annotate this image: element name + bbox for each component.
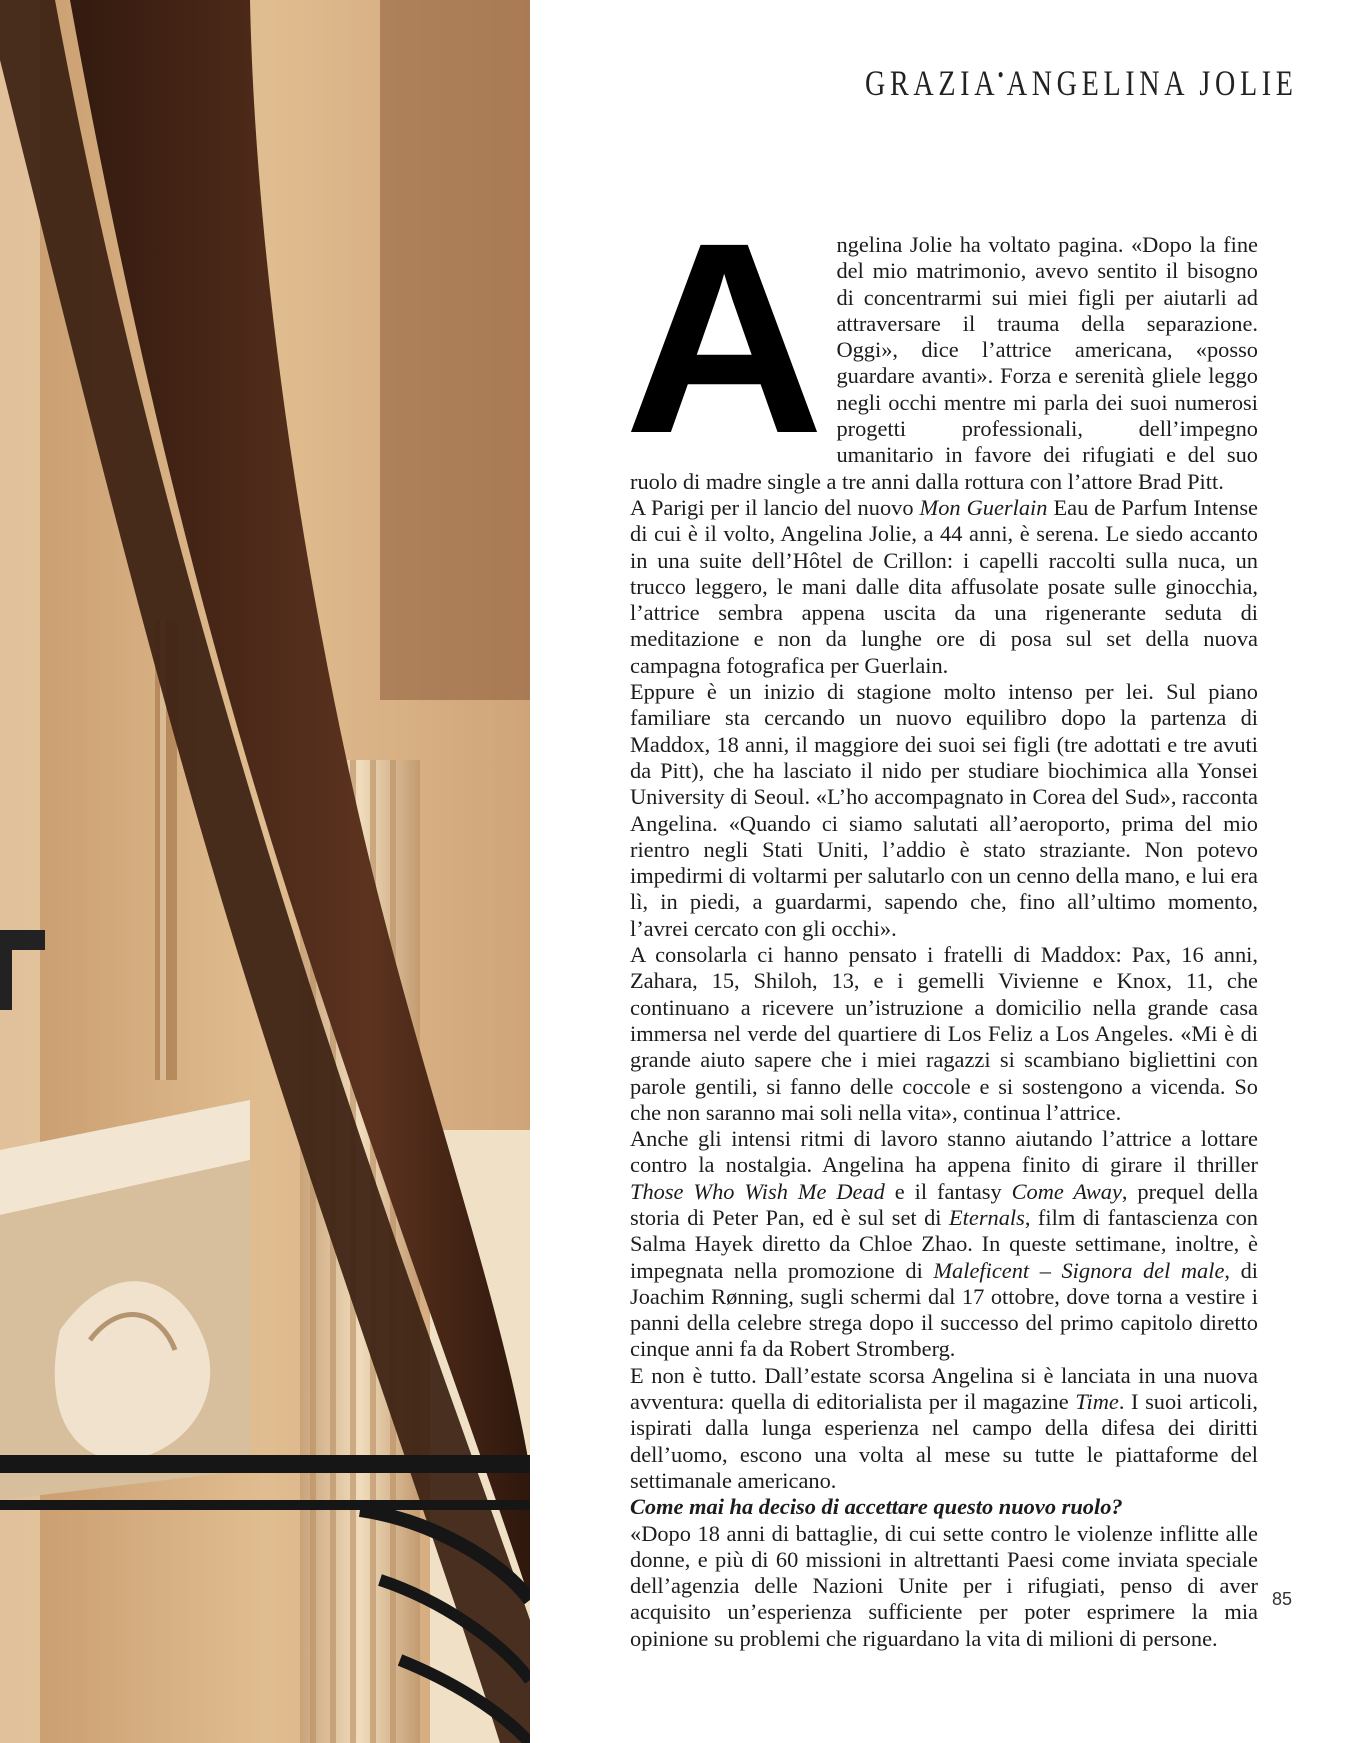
product-title: Mon Guerlain [919,494,1048,520]
article-paragraph: Eppure è un inizio di stagione molto intenso per lei. Sul piano familiare sta cercando un nuovo equilibro dopo la partenza di Maddox, 18 anni, il maggiore dei suoi sei figli (tre adottati e tre avuti da Pitt), che ha lasciato il nido per studiare biochimica alla Yonsei University di Seoul. «L’ho accompagnato in Corea del Sud», racconta Angelina. «Quando ci siamo salutati all’aeroporto, prima del mio rientro negli Stati Uniti, l’addio è stato straziante. Non potevo impedirmi di voltarmi per salutarlo con un cenno della mano, e lui era lì, in piedi, a guardarmi, sapendo che, fino all’ultimo momento, l’avrei cercato con gli occhi». [630,679,1258,941]
hero-photo [0,0,530,1743]
header-subject: ANGELINA JOLIE [1007,63,1298,103]
photo-illustration [0,0,530,1743]
brand-name: GRAZIA [865,63,1000,103]
drop-cap: A [624,186,825,490]
interview-question: Come mai ha deciso di accettare questo nuovo ruolo? [630,1494,1123,1520]
article-paragraph: Angelina Jolie ha voltato pagina. «Dopo la fine del mio matrimonio, avevo sentito il bisogno di concentrarmi sui miei figli per aiutarli ad attraversare il trauma della separazione. Oggi», dice l’attrice americana, «posso guardare avanti». Forza e serenità gliele leggo negli occhi mentre mi parla dei suoi numerosi progetti professionali, dell’impegno umanitario in favore dei rifugiati e del suo ruolo di madre single a tre anni dalla rottura con l’attore Brad Pitt. [624,186,1258,494]
magazine-header [865,62,1298,104]
article-paragraph: E non è tutto. Dall’estate scorsa Angelina si è lanciata in una nuova avventura: quella di editorialista per il magazine Time. I suoi articoli, ispirati dalla lunga esperienza nel campo della difesa dei diritti dell’uomo, escono una volta al mese su tutte le piattaforme del settimanale americano. [630,1362,1258,1493]
page-number: 85 [1271,1589,1292,1609]
film-title: Those Who Wish Me Dead [630,1178,885,1204]
article-paragraph: A consolarla ci hanno pensato i fratelli di Maddox: Pax, 16 anni, Zahara, 15, Shiloh, 13, e i gemelli Vivienne e Knox, 11, che continuano a ricevere un’istruzione a domicilio nella grande casa immersa nel verde del quartiere di Los Feliz a Los Angeles. «Mi è di grande aiuto sapere che i miei ragazzi si scambiano bigliettini con parole gentili, si fanno delle coccole e si sostengono a vicenda. So che non saranno mai soli nella vita», continua l’attrice. [630,942,1258,1125]
header-separator: • [997,62,1004,87]
film-title: Eternals [948,1204,1025,1230]
article-paragraph: Anche gli intensi ritmi di lavoro stanno aiutando l’attrice a lottare contro la nostalgia. Angelina ha appena finito di girare il thriller Those Who Wish Me Dead e il fantasy Come Away, prequel della storia di Peter Pan, ed è sul set di Eternals, film di fantascienza con Salma Hayek diretto da Chloe Zhao. In queste settimane, inoltre, è impegnata nella promozione di Maleficent – Signora del male, di Joachim Rønning, sugli schermi dal 17 ottobre, dove torna a vestire i panni della celebre strega dopo il successo del primo capitolo diretto cinque anni fa da Robert Stromberg. [630,1126,1259,1362]
article-paragraph: A Parigi per il lancio del nuovo Mon Guerlain Eau de Parfum Intense di cui è il volto, Angelina Jolie, a 44 anni, è serena. Le siedo accanto in una suite dell’Hôtel de Crillon: i capelli raccolti sulla nuca, un trucco leggero, le mani dalle dita affusolate posate sulle ginocchia, l’attrice sembra appena uscita da una rigenerante seduta di meditazione e non da lunghe ore di posa sul set della nuova campagna fotografica per Guerlain. [630,494,1258,678]
magazine-title: Time [1075,1389,1119,1415]
film-title: Come Away [1011,1178,1122,1204]
article-body [624,186,1259,1652]
film-title: Maleficent – Signora del male [933,1257,1225,1283]
interview-answer: «Dopo 18 anni di battaglie, di cui sette contro le violenze inflitte alle donne, e più di 60 missioni in altrettanti Paesi come inviata speciale dell’agenzia delle Nazioni Unite per i rifugiati, penso di aver acquisito un’esperienza sufficiente per poter esprimere la mia opinione su problemi che riguardano la vita di milioni di persone. [630,1520,1258,1651]
